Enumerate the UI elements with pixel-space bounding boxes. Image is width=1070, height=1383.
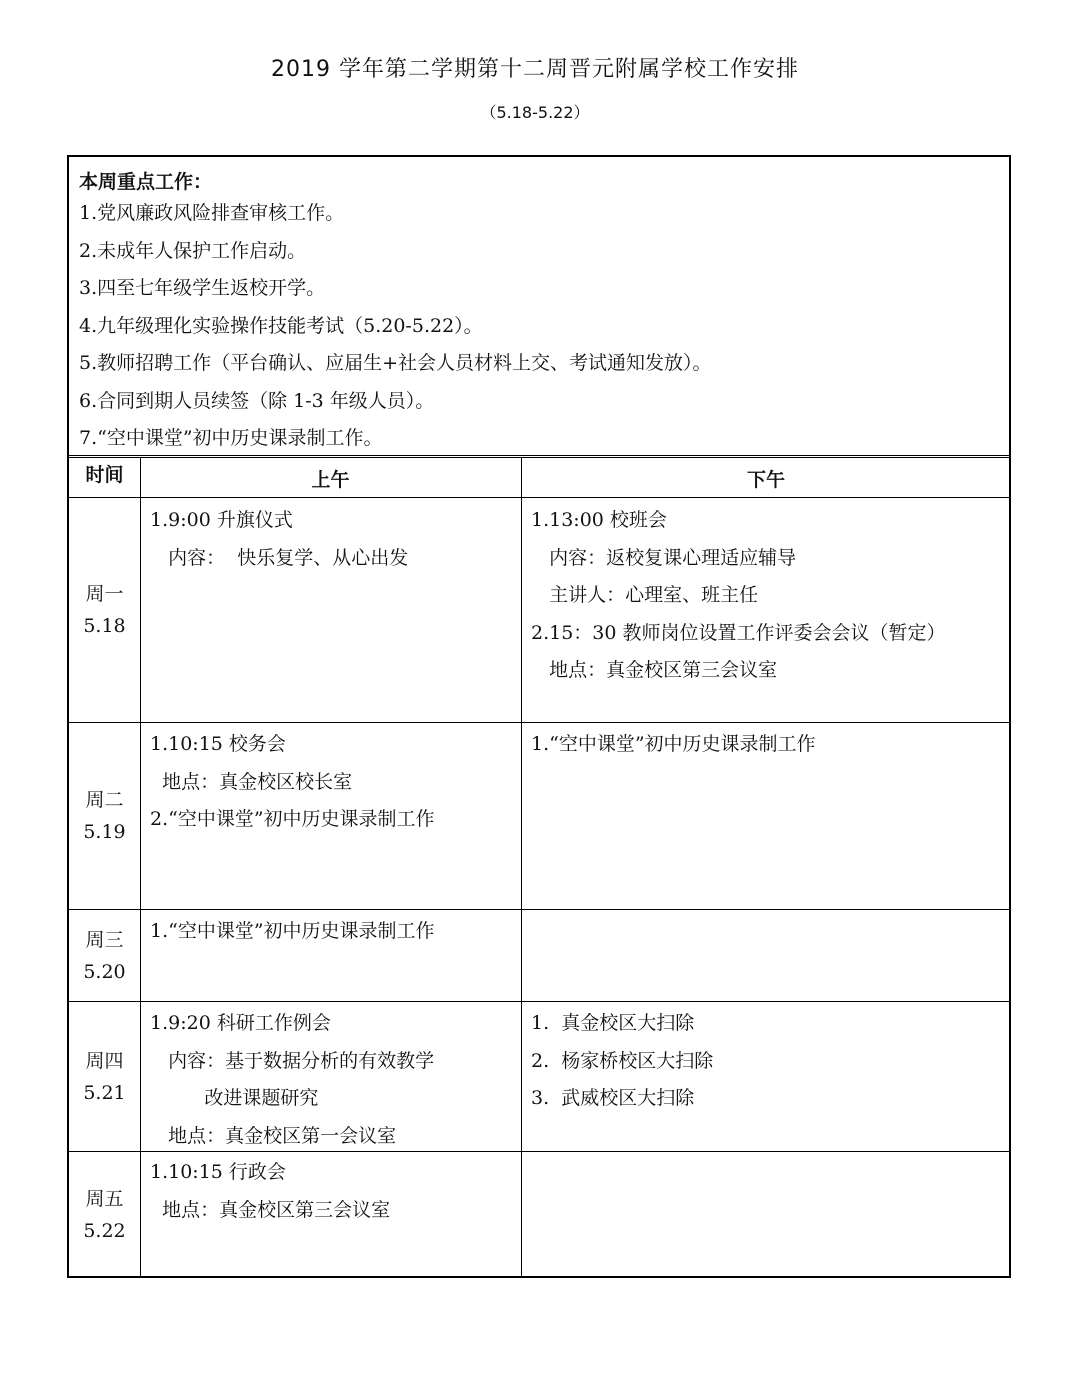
schedule-line: 1.13:00 校班会 [531, 509, 667, 531]
column-divider [140, 458, 141, 1276]
afternoon-cell-tue [531, 726, 816, 764]
schedule-line: 3. 武威校区大扫除 [531, 1087, 695, 1109]
day-label-thu [69, 1002, 140, 1151]
schedule-line: 2.15：30 教师岗位设置工作评委会会议（暂定） [531, 621, 946, 644]
day-date: 5.19 [83, 821, 126, 843]
key-work-item: 3.四至七年级学生返校开学。 [79, 277, 326, 299]
header-morning: 上午 [311, 469, 350, 491]
schedule-line: 2.“空中课堂”初中历史课录制工作 [150, 808, 435, 830]
day-date: 5.22 [83, 1220, 126, 1242]
schedule-line: 改进课题研究 [150, 1087, 319, 1109]
row-divider [69, 909, 1009, 910]
day-date: 5.18 [83, 615, 126, 637]
day-date: 5.20 [83, 960, 126, 983]
schedule-line: 地点：真金校区第一会议室 [150, 1124, 397, 1147]
morning-cell-tue [150, 726, 435, 839]
afternoon-cell-mon [531, 502, 946, 690]
key-work-item: 2.未成年人保护工作启动。 [79, 239, 307, 262]
schedule-line: 1.10:15 行政会 [150, 1161, 286, 1183]
row-divider [69, 1001, 1009, 1002]
morning-cell-mon [150, 502, 408, 577]
page-title: 2019 学年第二学期第十二周晋元附属学校工作安排 [271, 57, 799, 82]
schedule-line: 1.9:20 科研工作例会 [150, 1012, 331, 1034]
key-work-heading: 本周重点工作： [79, 171, 213, 193]
schedule-line: 2. 杨家桥校区大扫除 [531, 1049, 714, 1072]
schedule-line: 内容： 快乐复学、从心出发 [150, 546, 409, 569]
day-name: 周二 [85, 789, 124, 811]
schedule-line: 地点：真金校区校长室 [150, 770, 353, 793]
day-name: 周一 [85, 583, 124, 605]
schedule-line: 地点：真金校区第三会议室 [531, 659, 778, 681]
day-label-wed [69, 910, 140, 1001]
key-work-section [69, 157, 1009, 458]
morning-cell-wed [150, 913, 435, 951]
day-label-tue [69, 723, 140, 909]
row-divider [69, 497, 1009, 498]
header-time: 时间 [85, 464, 124, 486]
row-divider [69, 722, 1009, 723]
day-date: 5.21 [83, 1081, 126, 1104]
day-name: 周三 [85, 928, 124, 951]
schedule-line: 内容：返校复课心理适应辅导 [531, 546, 797, 569]
key-work-item: 1.党风廉政风险排查审核工作。 [79, 202, 345, 224]
header-afternoon: 下午 [746, 469, 785, 491]
schedule-line: 1.10:15 校务会 [150, 733, 286, 755]
column-divider [521, 458, 522, 1276]
key-work-item: 6.合同到期人员续签（除 1-3 年级人员）。 [79, 389, 435, 412]
key-work-item: 5.教师招聘工作（平台确认、应届生+社会人员材料上交、考试通知发放）。 [79, 352, 712, 374]
schedule-line: 1.9:00 升旗仪式 [150, 509, 293, 531]
day-name: 周四 [85, 1049, 124, 1072]
day-name: 周五 [85, 1188, 124, 1210]
day-label-mon [69, 498, 140, 722]
schedule-line: 1. 真金校区大扫除 [531, 1012, 695, 1034]
schedule-line: 主讲人：心理室、班主任 [531, 584, 759, 606]
day-label-fri [69, 1152, 140, 1278]
schedule-line: 地点：真金校区第三会议室 [150, 1198, 391, 1221]
schedule-table [67, 155, 1011, 1278]
key-work-item: 7.“空中课堂”初中历史课录制工作。 [79, 427, 383, 449]
key-work-item: 4.九年级理化实验操作技能考试（5.20-5.22）。 [79, 314, 483, 337]
schedule-line: 1.“空中课堂”初中历史课录制工作 [531, 733, 816, 755]
schedule-line: 1.“空中课堂”初中历史课录制工作 [150, 920, 435, 942]
morning-cell-thu [150, 1005, 434, 1155]
schedule-line: 内容：基于数据分析的有效教学 [150, 1049, 435, 1072]
morning-cell-fri [150, 1154, 390, 1229]
afternoon-cell-thu [531, 1005, 713, 1118]
date-range: （5.18-5.22） [480, 103, 590, 122]
